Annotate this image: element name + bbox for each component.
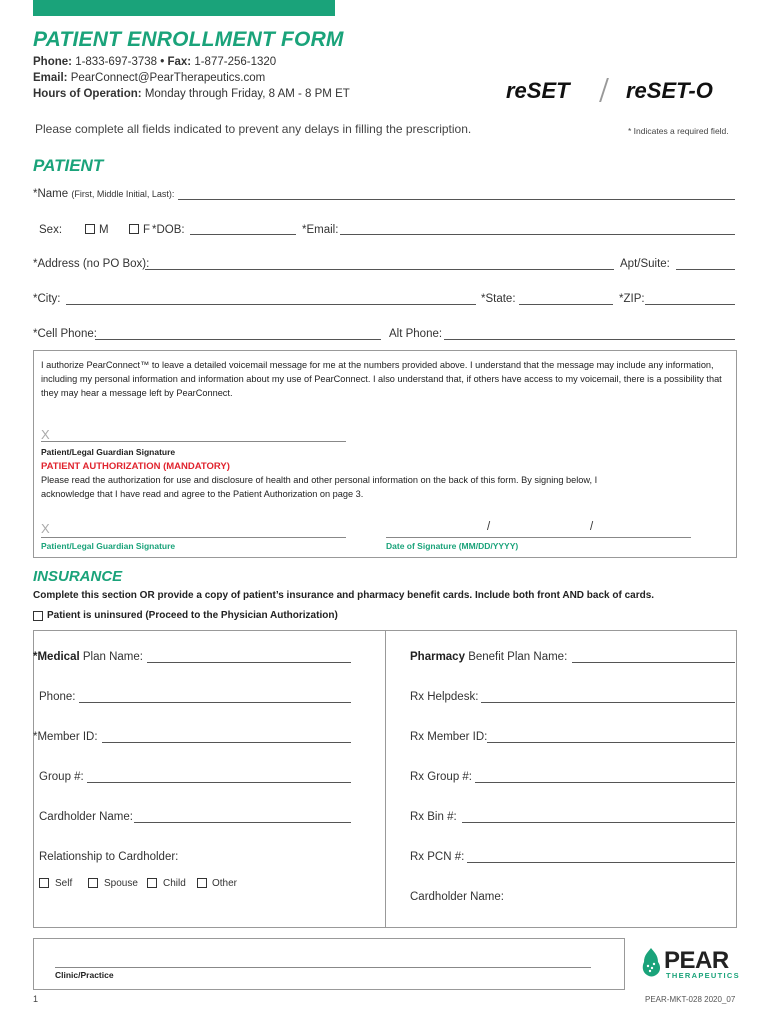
- member-id-label: *Member ID:: [33, 731, 98, 743]
- page-title: PATIENT ENROLLMENT FORM: [33, 28, 344, 51]
- cardholder-name-field[interactable]: [134, 822, 351, 823]
- relationship-spouse-checkbox[interactable]: [88, 878, 98, 888]
- clinic-field[interactable]: [55, 967, 591, 968]
- relationship-self-label: Self: [55, 878, 73, 889]
- relationship-spouse-label: Spouse: [104, 878, 138, 889]
- signature2-x-mark: X: [41, 521, 50, 536]
- phone-label: Phone:: [39, 691, 76, 703]
- pear-logo-icon: [640, 946, 662, 978]
- guardian-signature2-label: Patient/Legal Guardian Signature: [41, 541, 176, 551]
- sex-f-label: F: [143, 224, 151, 236]
- relationship-self-checkbox[interactable]: [39, 878, 49, 888]
- date-separator-1: /: [487, 521, 491, 533]
- sex-f-checkbox[interactable]: [129, 224, 139, 234]
- reset-o-logo: reSET-O: [626, 78, 713, 103]
- sex-m-checkbox[interactable]: [85, 224, 95, 234]
- relationship-child-checkbox[interactable]: [147, 878, 157, 888]
- voicemail-authorization-text: I authorize PearConnect™ to leave a detailed voicemail message for me at the numbers provided above. I understand that the message may include any information, including my personal information and information about my use of PearConnect. I also understand that, if others have access to my voicemail, there is a possibility that they may hear a message left by PearConnect.: [41, 360, 722, 398]
- contact-email-line: Email: PearConnect@PearTherapeutics.com: [33, 72, 266, 84]
- contact-hours-line: Hours of Operation: Monday through Friday, 8 AM - 8 PM ET: [33, 88, 350, 100]
- page-number: 1: [33, 994, 39, 1004]
- rx-member-id-field[interactable]: [487, 742, 735, 743]
- insurance-heading: INSURANCE: [33, 568, 123, 585]
- rx-member-id-label: Rx Member ID:: [410, 731, 488, 743]
- mandatory-heading: PATIENT AUTHORIZATION (MANDATORY): [41, 461, 230, 472]
- apt-field[interactable]: [676, 269, 735, 270]
- signature-date-label: Date of Signature (MM/DD/YYYY): [386, 541, 519, 551]
- alt-phone-label: Alt Phone:: [389, 328, 443, 340]
- relationship-other-checkbox[interactable]: [197, 878, 207, 888]
- dob-label: *DOB:: [152, 224, 185, 236]
- logo-divider: [599, 78, 609, 102]
- group-field[interactable]: [87, 782, 351, 783]
- rx-pcn-field[interactable]: [467, 862, 735, 863]
- clinic-box: [33, 938, 625, 990]
- cardholder-name-label: Cardholder Name:: [39, 811, 133, 823]
- apt-label: Apt/Suite:: [620, 258, 670, 270]
- state-label: *State:: [481, 293, 516, 305]
- name-label: *Name (First, Middle Initial, Last):: [33, 188, 175, 200]
- top-accent-bar: [33, 0, 335, 16]
- clinic-label: Clinic/Practice: [55, 970, 114, 980]
- sex-label: Sex:: [39, 224, 63, 236]
- pear-brand: PEAR: [664, 947, 729, 974]
- required-note: * Indicates a required field.: [628, 126, 729, 136]
- dob-field[interactable]: [190, 234, 296, 235]
- name-field[interactable]: [178, 199, 735, 200]
- address-field[interactable]: [145, 269, 614, 270]
- pharmacy-plan-field[interactable]: [572, 662, 735, 663]
- alt-phone-field[interactable]: [444, 339, 735, 340]
- document-code: PEAR-MKT-028 2020_07: [645, 995, 736, 1004]
- signature-date-field[interactable]: [386, 537, 691, 538]
- phone-field[interactable]: [79, 702, 351, 703]
- rx-bin-field[interactable]: [462, 822, 735, 823]
- uninsured-label: Patient is uninsured (Proceed to the Physician Authorization): [47, 610, 338, 621]
- contact-phone-line: Phone: 1-833-697-3738 • Fax: 1-877-256-1320: [33, 56, 277, 68]
- insurance-divider: [385, 630, 386, 928]
- reset-logo: reSET: [506, 78, 570, 103]
- instructions-text: Please complete all fields indicated to prevent any delays in filling the prescription.: [35, 122, 472, 136]
- mandatory-text: Please read the authorization for use and disclosure of health and other personal information on the back of this form. By signing below, I acknowledge that I have read and agree to the Patient Authorization on page 3.: [41, 475, 598, 499]
- rx-cardholder-label: Cardholder Name:: [410, 891, 504, 903]
- pear-brand-sub: THERAPEUTICS: [666, 971, 740, 980]
- patient-heading: PATIENT: [33, 156, 104, 175]
- group-label: Group #:: [39, 771, 84, 783]
- address-label: *Address (no PO Box):: [33, 258, 150, 270]
- state-field[interactable]: [519, 304, 613, 305]
- uninsured-checkbox[interactable]: [33, 611, 43, 621]
- sex-m-label: M: [99, 224, 109, 236]
- rx-pcn-label: Rx PCN #:: [410, 851, 465, 863]
- email-label: *Email:: [302, 224, 339, 236]
- relationship-other-label: Other: [212, 878, 238, 889]
- relationship-label: Relationship to Cardholder:: [39, 851, 179, 863]
- rx-helpdesk-label: Rx Helpdesk:: [410, 691, 479, 703]
- cell-phone-field[interactable]: [95, 339, 381, 340]
- zip-label: *ZIP:: [619, 293, 645, 305]
- rx-group-label: Rx Group #:: [410, 771, 472, 783]
- insurance-instructions: Complete this section OR provide a copy of patient’s insurance and pharmacy benefit cards. Include both front AND back of cards.: [33, 590, 655, 601]
- zip-field[interactable]: [645, 304, 735, 305]
- medical-plan-field[interactable]: [147, 662, 351, 663]
- guardian-signature2-field[interactable]: [41, 537, 346, 538]
- signature-x-mark: X: [41, 427, 50, 442]
- member-id-field[interactable]: [102, 742, 351, 743]
- relationship-child-label: Child: [163, 878, 186, 889]
- cell-phone-label: *Cell Phone:: [33, 328, 97, 340]
- email-field[interactable]: [340, 234, 735, 235]
- rx-group-field[interactable]: [475, 782, 735, 783]
- rx-bin-label: Rx Bin #:: [410, 811, 457, 823]
- guardian-signature-label: Patient/Legal Guardian Signature: [41, 447, 176, 457]
- rx-helpdesk-field[interactable]: [481, 702, 735, 703]
- pharmacy-plan-label: Pharmacy Benefit Plan Name:: [410, 651, 568, 663]
- date-separator-2: /: [590, 521, 594, 533]
- guardian-signature-field[interactable]: [41, 441, 346, 442]
- medical-plan-label: *Medical Plan Name:: [33, 651, 143, 663]
- city-label: *City:: [33, 293, 61, 305]
- city-field[interactable]: [66, 304, 476, 305]
